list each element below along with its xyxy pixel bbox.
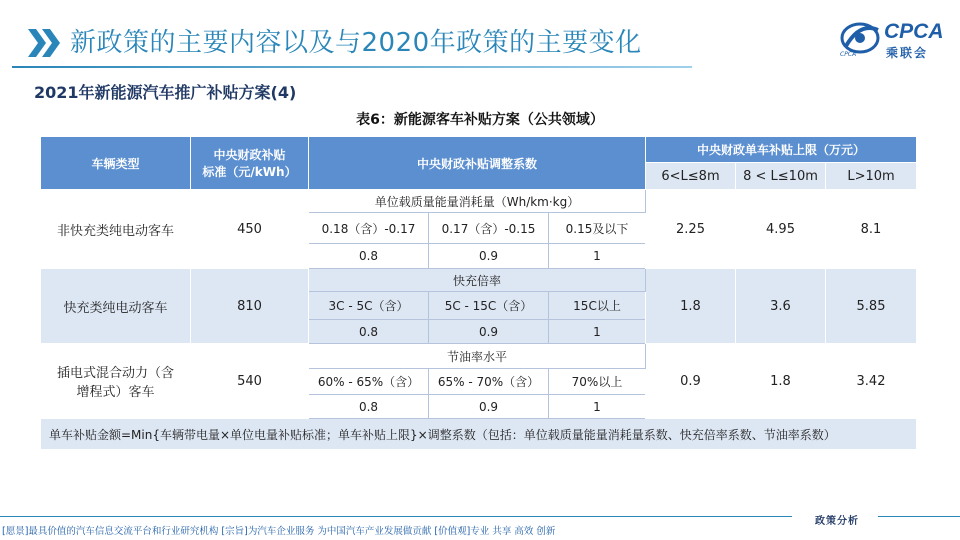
- footer-divider-right: [878, 516, 960, 517]
- row-range-2: 65% - 70%（含）: [429, 369, 549, 395]
- header-adjust-coef: 中央财政补贴调整系数: [309, 137, 646, 190]
- row-cap-3: 8.1: [826, 190, 917, 269]
- page-title: 新政策的主要内容以及与2020年政策的主要变化: [70, 28, 642, 58]
- title-underline: [12, 66, 692, 68]
- row-vehicle-type: 非快充类纯电动客车: [41, 190, 191, 269]
- header-central-standard-line2: 标准（元/kWh）: [202, 165, 297, 179]
- row-cap-2: 3.6: [736, 269, 826, 344]
- section-subtitle: 2021年新能源汽车推广补贴方案(4): [34, 83, 297, 102]
- logo-chinese-name: 乘联会: [886, 46, 929, 60]
- row-range-3: 0.15及以下: [549, 213, 646, 244]
- row-factor-3: 1: [549, 320, 646, 344]
- row-standard: 540: [191, 344, 309, 419]
- row-factor-2: 0.9: [429, 395, 549, 419]
- row-vehicle-type-line2: 增程式）客车: [76, 385, 155, 400]
- row-cap-1: 2.25: [646, 190, 736, 269]
- table-caption: 表6：新能源客车补贴方案（公共领域）: [356, 112, 604, 128]
- table-row: [41, 269, 917, 292]
- row-factor-1: 0.8: [309, 395, 429, 419]
- row-range-2: 0.17（含）-0.15: [429, 213, 549, 244]
- row-cap-1: 1.8: [646, 269, 736, 344]
- header-vehicle-type: 车辆类型: [41, 137, 191, 190]
- row-range-1: 0.18（含）-0.17: [309, 213, 429, 244]
- row-coef-title: 快充倍率: [309, 269, 646, 292]
- table-row: [41, 190, 917, 213]
- row-coef-title: 节油率水平: [309, 344, 646, 369]
- row-standard: 810: [191, 269, 309, 344]
- header-cap-col-2: 8 < L≤10m: [736, 163, 826, 190]
- row-factor-2: 0.9: [429, 244, 549, 269]
- row-vehicle-type: [41, 344, 191, 419]
- row-range-3: 70%以上: [549, 369, 646, 395]
- row-range-2: 5C - 15C（含）: [429, 292, 549, 320]
- logo-subtext: CPCA: [840, 51, 857, 58]
- double-chevron-icon: [28, 29, 62, 57]
- footer-section-tag: 政策分析: [815, 516, 859, 527]
- row-cap-3: 3.42: [826, 344, 917, 419]
- row-cap-1: 0.9: [646, 344, 736, 419]
- header-cap: 中央财政单车补贴上限（万元）: [646, 137, 917, 163]
- footer-text: [愿景]最具价值的汽车信息交流平台和行业研究机构 [宗旨]为汽车企业服务 为中国汽车产业发展做贡献 [价值观]专业 共享 高效 创新: [2, 526, 556, 537]
- header-central-standard-line1: 中央财政补贴: [213, 148, 286, 162]
- row-factor-2: 0.9: [429, 320, 549, 344]
- subsidy-table: [40, 136, 917, 450]
- header-cap-col-1: 6<L≤8m: [646, 163, 736, 190]
- header-central-standard: [191, 137, 309, 190]
- row-cap-2: 1.8: [736, 344, 826, 419]
- table-row: [41, 344, 917, 369]
- header-cap-col-3: L>10m: [826, 163, 917, 190]
- row-factor-1: 0.8: [309, 244, 429, 269]
- table-note: 单车补贴金额=Min{车辆带电量×单位电量补贴标准；单车补贴上限}×调整系数（包括：单位载质量能量消耗量系数、快充倍率系数、节油率系数）: [41, 419, 917, 450]
- footer-divider: [0, 516, 792, 517]
- row-factor-3: 1: [549, 395, 646, 419]
- row-standard: 450: [191, 190, 309, 269]
- row-range-1: 60% - 65%（含）: [309, 369, 429, 395]
- row-vehicle-type-line1: 插电式混合动力（含: [56, 366, 174, 381]
- row-vehicle-type: 快充类纯电动客车: [41, 269, 191, 344]
- row-range-1: 3C - 5C（含）: [309, 292, 429, 320]
- row-factor-1: 0.8: [309, 320, 429, 344]
- row-cap-3: 5.85: [826, 269, 917, 344]
- logo-wordmark: CPCA: [884, 20, 944, 43]
- row-coef-title: 单位载质量能量消耗量（Wh/km·kg）: [309, 190, 646, 213]
- row-cap-2: 4.95: [736, 190, 826, 269]
- row-range-3: 15C以上: [549, 292, 646, 320]
- row-factor-3: 1: [549, 244, 646, 269]
